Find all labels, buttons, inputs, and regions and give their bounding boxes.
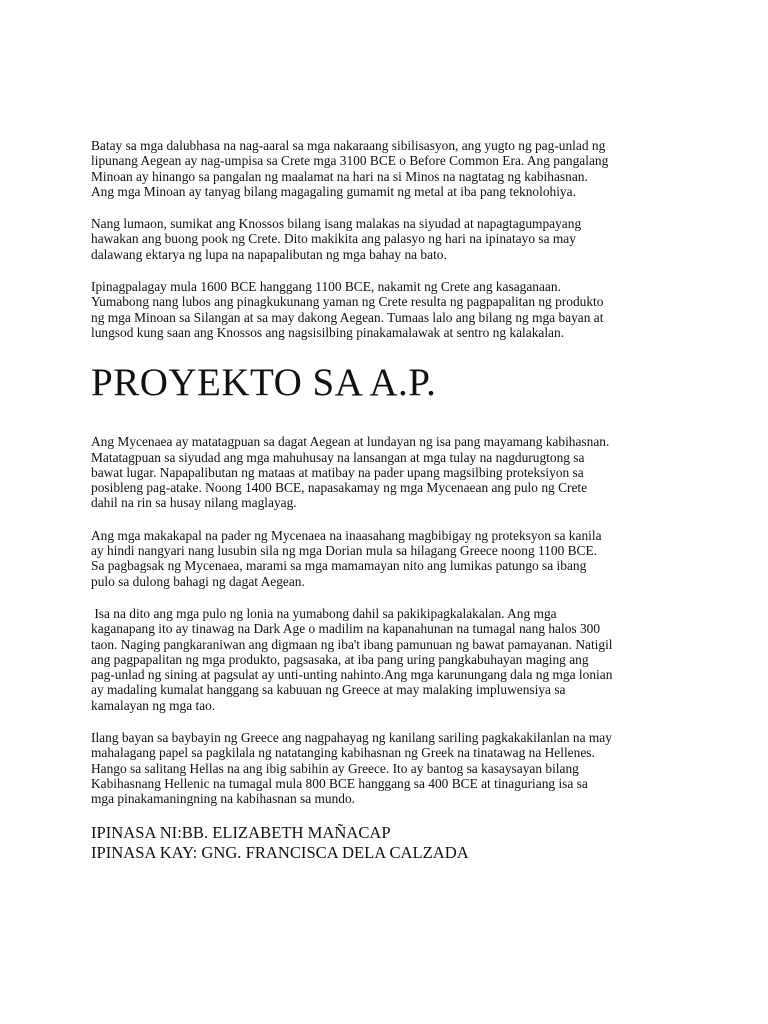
- text-line: hawakan ang buong pook ng Crete. Dito makikita ang palasyo ng hari na ipinatayo sa may: [91, 231, 576, 247]
- text-line: lungsod kung saan ang Knossos ang nagsisilbing pinakamalawak at sentro ng kalakalan.: [91, 324, 565, 340]
- document-page: [91, 138, 691, 863]
- text-line: ay madaling kumalat hanggang sa kabuuan ng Greece at may malaking impluwensiya sa: [91, 682, 566, 698]
- paragraph-mycenaea-fall: [91, 528, 691, 589]
- paragraph-minoan-origins: [91, 138, 691, 199]
- text-line: dalawang ektarya ng lupa na napapalibutan ng mga bahay na bato.: [91, 246, 447, 262]
- text-line: posibleng pag-atake. Noong 1400 BCE, napasakamay ng mga Mycenaean ang pulo ng Crete: [91, 480, 588, 496]
- text-line: taon. Naging pangkaraniwan ang digmaan ng iba't ibang pamunuan ng bawat pamayanan. Natigil: [91, 636, 613, 652]
- text-line: ang pagpapalitan ng mga produkto, pagsasaka, at iba pang uring pangkabuhayan maging ang: [91, 651, 589, 667]
- paragraph-hellenic: [91, 730, 691, 806]
- text-line: mahalagang papel sa pagkilala ng natatanging kabihasnan ng Greek na tinatawag na Hellenes.: [91, 745, 595, 761]
- paragraph-dark-age: [91, 606, 691, 713]
- paragraph-knossos: [91, 216, 691, 262]
- text-line: kaganapang ito ay tinawag na Dark Age o madilim na kapanahunan na tumagal nang halos 300: [91, 621, 601, 637]
- text-line: Ang mga makakapal na pader ng Mycenaea na inaasahang magbibigay ng proteksyon sa kanila: [91, 527, 602, 543]
- submitted-to: IPINASA KAY: GNG. FRANCISCA DELA CALZADA: [91, 842, 469, 862]
- signature-block: [91, 823, 691, 863]
- text-line: ng mga Minoan sa Silangan at sa may dakong Aegean. Tumaas lalo ang bilang ng mga bayan at: [91, 309, 604, 325]
- text-line: mga pinakamaningning na kabihasnan sa mundo.: [91, 791, 356, 807]
- text-line: Yumabong nang lubos ang pinagkukunang yaman ng Crete resulta ng pagpapalitan ng produkto: [91, 294, 604, 310]
- text-line: pulo sa dulong bahagi ng dagat Aegean.: [91, 573, 305, 589]
- text-line: Ang mga Minoan ay tanyag bilang magagaling gumamit ng metal at iba pang teknolohiya.: [91, 183, 576, 199]
- paragraph-crete-prosperity: [91, 279, 691, 340]
- text-line: ay hindi nangyari nang lusubin sila ng mga Dorian mula sa hilagang Greece noong 1100 BCE.: [91, 543, 598, 559]
- text-line: Matatagpuan sa siyudad ang mga mahuhusay na lansangan at mga tulay na nagdurugtong sa: [91, 449, 585, 465]
- text-line: dahil na rin sa husay nilang maglayag.: [91, 495, 297, 511]
- page-title: PROYEKTO SA A.P.: [91, 361, 437, 405]
- text-line: Ang Mycenaea ay matatagpuan sa dagat Aegean at lundayan ng isa pang mayamang kabihasnan.: [91, 434, 610, 450]
- text-line: Ilang bayan sa baybayin ng Greece ang nagpahayag ng kanilang sariling pagkakakilanlan na may: [91, 730, 612, 746]
- submitted-by: IPINASA NI:BB. ELIZABETH MAÑACAP: [91, 822, 391, 842]
- text-line: Minoan ay hinango sa pangalan ng maalamat na hari na si Minos na nagtatag ng kabihasnan.: [91, 168, 588, 184]
- text-line: Sa pagbagsak ng Mycenaea, marami sa mga mamamayan nito ang lumikas patungo sa ibang: [91, 558, 587, 574]
- text-line: Nang lumaon, sumikat ang Knossos bilang isang malakas na siyudad at napagtagumpayang: [91, 216, 582, 232]
- text-line: lipunang Aegean ay nag-umpisa sa Crete mga 3100 BCE o Before Common Era. Ang pangalang: [91, 153, 609, 169]
- text-line: Ipinagpalagay mula 1600 BCE hanggang 1100 BCE, nakamit ng Crete ang kasaganaan.: [91, 279, 561, 295]
- text-line: Isa na dito ang mga pulo ng lonia na yumabong dahil sa pakikipagkalakalan. Ang mga: [91, 605, 557, 621]
- text-line: bawat lugar. Napapalibutan ng mataas at matibay na pader upang magsilbing proteksiyon sa: [91, 464, 584, 480]
- paragraph-mycenaea: [91, 434, 691, 510]
- text-line: Batay sa mga dalubhasa na nag-aaral sa mga nakaraang sibilisasyon, ang yugto ng pag-unlad ng: [91, 138, 606, 153]
- text-line: pag-unlad ng sining at pagsulat ay unti-unting nahinto.Ang mga karunungang dala ng mga lonian: [91, 667, 613, 683]
- text-line: Hango sa salitang Hellas na ang ibig sabihin ay Greece. Ito ay bantog sa kasaysayan bilang: [91, 760, 579, 776]
- text-line: Kabihasnang Hellenic na tumagal mula 800 BCE hanggang sa 400 BCE at tinaguriang isa sa: [91, 775, 588, 791]
- text-line: kamalayan ng mga tao.: [91, 697, 216, 713]
